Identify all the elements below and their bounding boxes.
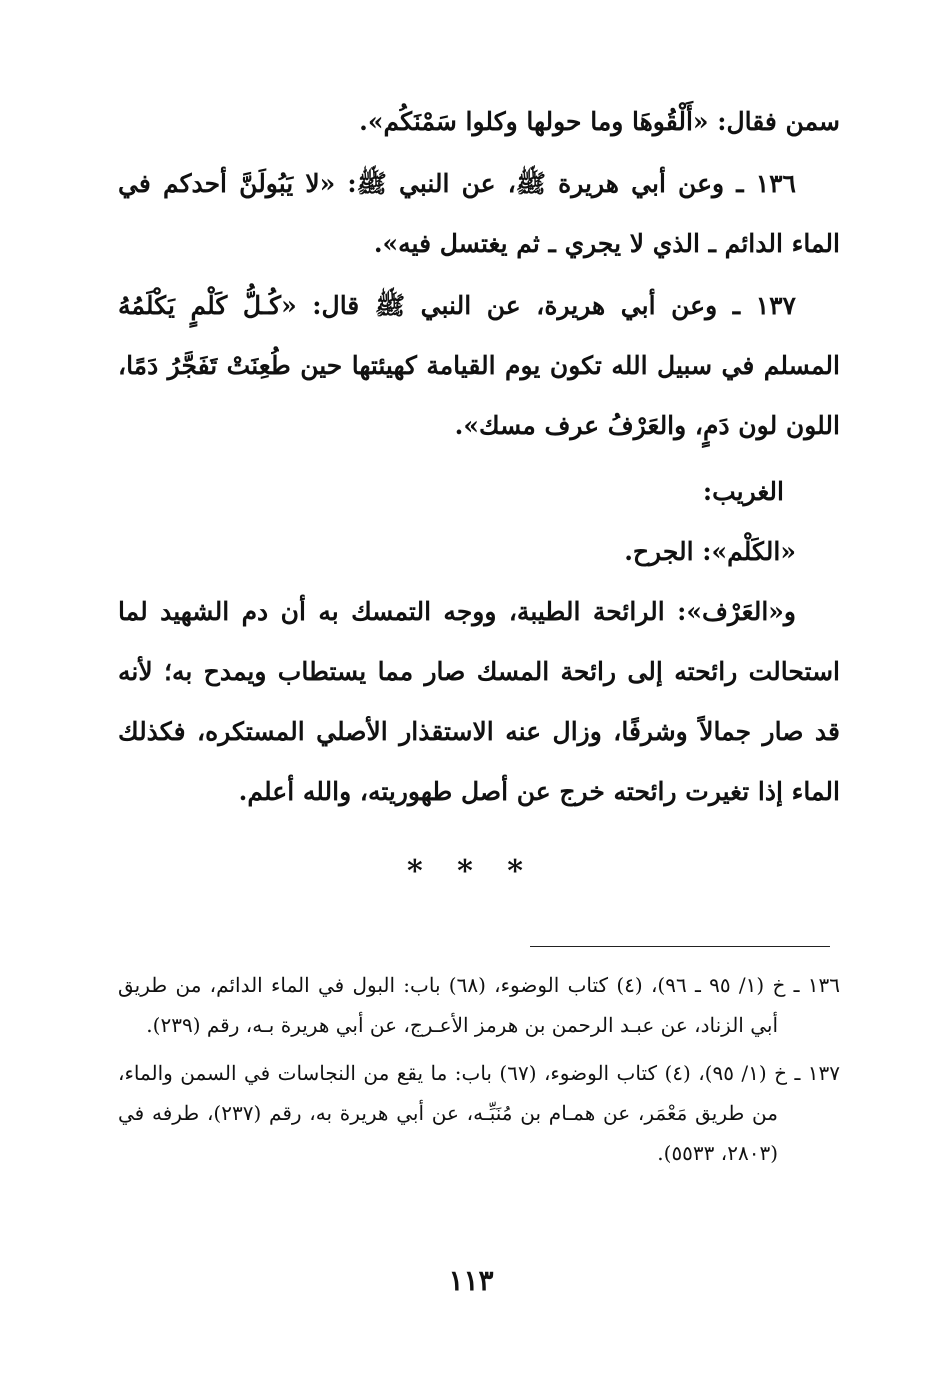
page-number: ١١٣ [448,1264,494,1297]
footnote-rule [530,946,830,947]
arf-definition: و«العَرْف»: الرائحة الطيبة، ووجه التمسك به أن دم الشهيد لما استحالت رائحته إلى رائحة المسك صار مما يستطاب ويمدح به؛ لأنه قد صار جمالاً وشرفًا، وزال عنه الاستقذار الأصلي المستكره، فكذلك الماء إذا تغيرت رائحته خرج عن أصل طهوريته، والله أعلم. [118,597,840,806]
footnotes [118,965,840,1181]
main-text [118,92,840,822]
footnote-137: ١٣٧ ـ خ (١/ ٩٥)، (٤) كتاب الوضوء، (٦٧) باب: ما يقع من النجاسات في السمن والماء، من طريق مَعْمَر، عن همـام بن مُنَبِّـه، عن أبي هريرة به، رقم (٢٣٧)، طرفه في (٢٨٠٣، ٥٥٣٣). [118,1061,840,1165]
intro-line: سمن فقال: «أَلْقُوهَا وما حولها وكلوا سَمْنَكُم». [359,107,840,136]
kalm-definition: «الكَلْم»: الجرح. [624,537,796,566]
hadith-137: ١٣٧ ـ وعن أبي هريرة، عن النبي ﷺ قال: «كُـلُّ كَلْمٍ يَكْلَمُهُ المسلم في سبيل الله تكون يوم القيامة كهيئتها حين طُعِنَتْ تَفَجَّرُ دَمًا، اللون لون دَمٍ، والعَرْفُ عرف مسك». [118,291,840,440]
footnote-136: ١٣٦ ـ خ (١/ ٩٥ ـ ٩٦)، (٤) كتاب الوضوء، (٦٨) باب: البول في الماء الدائم، من طريق أبي الزناد، عن عبـد الرحمن بن هرمز الأعـرج، عن أبي هريرة بـه، رقم (٢٣٩). [118,973,840,1037]
hadith-136: ١٣٦ ـ وعن أبي هريرة ﷺ، عن النبي ﷺ: «لا يَبُولَنَّ أحدكم في الماء الدائم ـ الذي لا يجري ـ ثم يغتسل فيه». [118,169,840,258]
gharib-heading: الغريب: [702,477,784,506]
section-separator: * * * [407,854,535,889]
